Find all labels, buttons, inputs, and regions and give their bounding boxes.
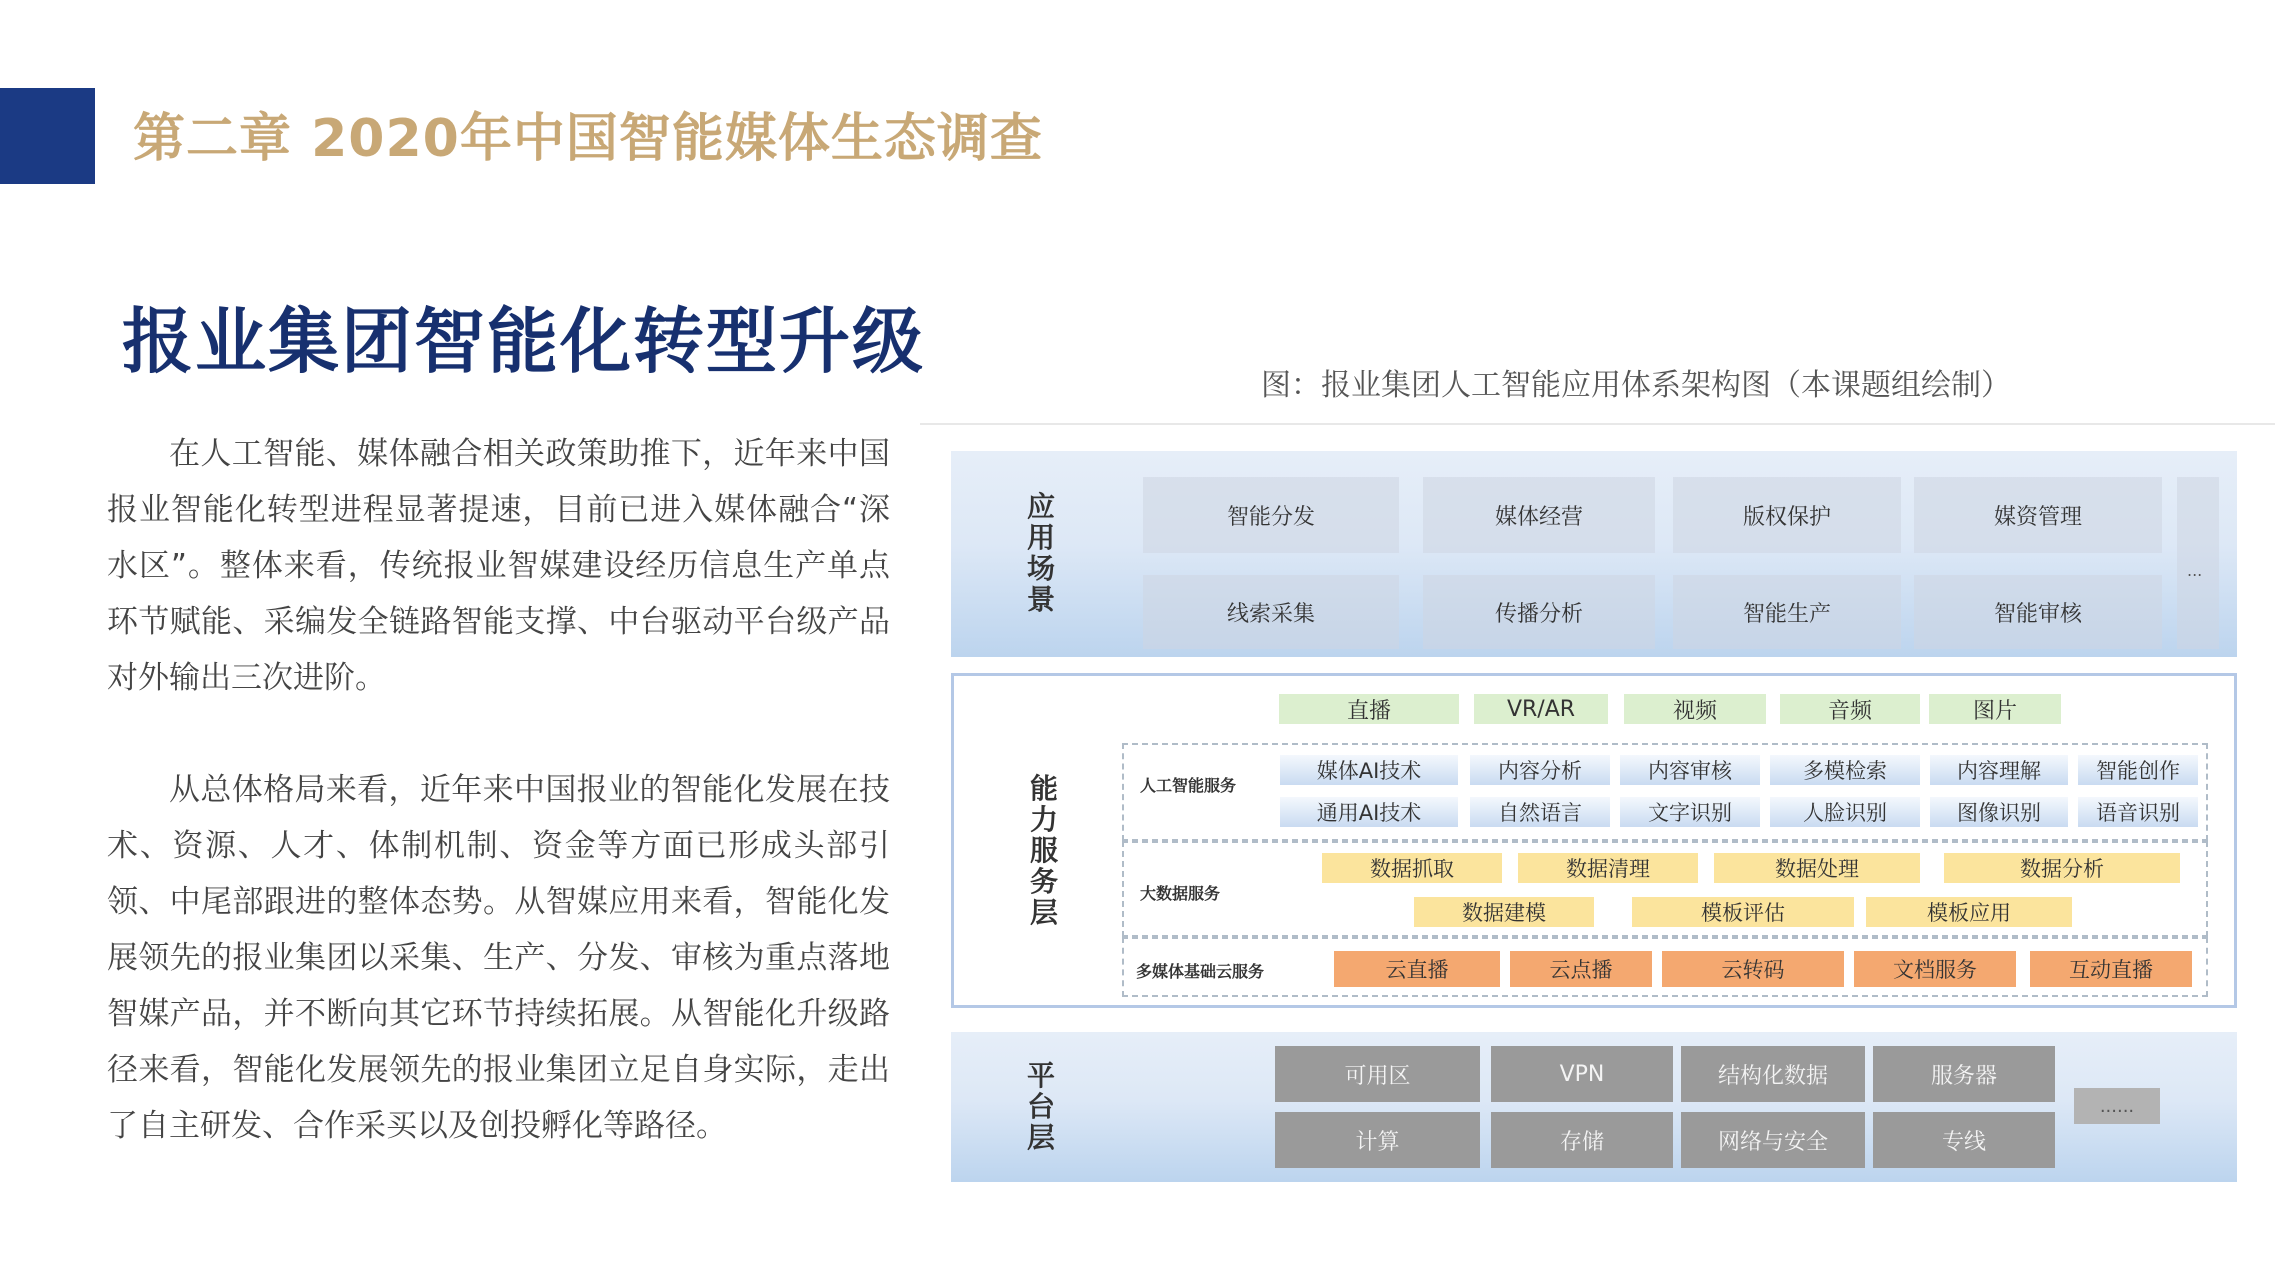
cloud-service-box: 云点播 — [1510, 951, 1652, 987]
platform-layer — [951, 1032, 2237, 1182]
chapter-marker — [0, 88, 95, 184]
media-type-box: VR/AR — [1474, 694, 1608, 724]
cloud-services-label: 多媒体基础云服务 — [1136, 962, 1265, 981]
platform-box: 专线 — [1873, 1112, 2055, 1168]
platform-box: 计算 — [1275, 1112, 1480, 1168]
app-box: 媒资管理 — [1914, 477, 2162, 553]
application-layer-label: 应用场景 — [1026, 490, 1055, 616]
ai-service-box: 智能创作 — [2078, 755, 2198, 785]
ai-service-box: 图像识别 — [1930, 797, 2068, 827]
ai-services-section — [1122, 743, 2208, 841]
media-type-box: 直播 — [1279, 694, 1459, 724]
caption-divider — [920, 423, 2275, 425]
ai-service-box: 人脸识别 — [1770, 797, 1920, 827]
big-data-box: 模板应用 — [1866, 897, 2072, 927]
big-data-box: 数据清理 — [1518, 853, 1698, 883]
body-paragraph-1: 在人工智能、媒体融合相关政策助推下，近年来中国报业智能化转型进程显著提速，目前已进入媒体融合“深水区”。整体来看，传统报业智媒建设经历信息生产单点环节赋能、采编发全链路智能支撑、中台驱动平台级产品对外输出三次进阶。 — [107, 436, 890, 696]
platform-layer-label: 平台层 — [1026, 1059, 1055, 1154]
big-data-section — [1122, 841, 2208, 937]
app-box: 线索采集 — [1143, 575, 1399, 649]
ai-service-box: 多模检索 — [1770, 755, 1920, 785]
platform-box: 可用区 — [1275, 1046, 1480, 1102]
media-type-box: 音频 — [1780, 694, 1920, 724]
media-type-box: 图片 — [1929, 694, 2061, 724]
ai-service-box: 语音识别 — [2078, 797, 2198, 827]
cloud-services-section — [1122, 937, 2208, 997]
app-box: 智能审核 — [1914, 575, 2162, 649]
big-data-box: 数据处理 — [1714, 853, 1920, 883]
ai-service-box: 内容分析 — [1470, 755, 1610, 785]
big-data-label: 大数据服务 — [1140, 884, 1221, 903]
figure-caption: 图：报业集团人工智能应用体系架构图（本课题组绘制） — [1261, 368, 2011, 403]
app-box: 智能分发 — [1143, 477, 1399, 553]
page-title: 报业集团智能化转型升级 — [122, 300, 926, 383]
ai-service-box: 内容理解 — [1930, 755, 2068, 785]
big-data-box: 数据分析 — [1944, 853, 2180, 883]
chapter-title: 第二章 2020年中国智能媒体生态调查 — [133, 109, 1043, 169]
platform-box: 结构化数据 — [1681, 1046, 1865, 1102]
platform-box: 服务器 — [1873, 1046, 2055, 1102]
cloud-service-box: 互动直播 — [2030, 951, 2192, 987]
big-data-box: 数据建模 — [1414, 897, 1594, 927]
platform-box: VPN — [1491, 1046, 1673, 1102]
platform-box: 网络与安全 — [1681, 1112, 1865, 1168]
application-layer — [951, 451, 2237, 657]
cloud-service-box: 云直播 — [1334, 951, 1500, 987]
ai-service-box: 内容审核 — [1620, 755, 1760, 785]
app-box: 智能生产 — [1673, 575, 1901, 649]
app-box: 媒体经营 — [1423, 477, 1655, 553]
platform-box: 存储 — [1491, 1112, 1673, 1168]
ai-services-label: 人工智能服务 — [1140, 776, 1237, 795]
capability-layer-label: 能力服务层 — [1029, 772, 1058, 929]
capability-layer — [951, 673, 2237, 1008]
ai-service-box: 通用AI技术 — [1280, 797, 1458, 827]
ai-service-box: 媒体AI技术 — [1280, 755, 1458, 785]
ai-service-box: 自然语言 — [1470, 797, 1610, 827]
app-more-dots: ... — [2187, 561, 2203, 580]
platform-more-box: ...... — [2074, 1088, 2160, 1124]
app-box: 传播分析 — [1423, 575, 1655, 649]
ai-service-box: 文字识别 — [1620, 797, 1760, 827]
cloud-service-box: 文档服务 — [1854, 951, 2016, 987]
big-data-box: 数据抓取 — [1322, 853, 1502, 883]
cloud-service-box: 云转码 — [1662, 951, 1844, 987]
body-paragraph-2: 从总体格局来看，近年来中国报业的智能化发展在技术、资源、人才、体制机制、资金等方面已形成头部引领、中尾部跟进的整体态势。从智媒应用来看，智能化发展领先的报业集团以采集、生产、分发、审核为重点落地智媒产品，并不断向其它环节持续拓展。从智能化升级路径来看，智能化发展领先的报业集团立足自身实际，走出了自主研发、合作采买以及创投孵化等路径。 — [107, 772, 890, 1144]
media-type-box: 视频 — [1624, 694, 1766, 724]
app-box: 版权保护 — [1673, 477, 1901, 553]
big-data-box: 模板评估 — [1632, 897, 1854, 927]
